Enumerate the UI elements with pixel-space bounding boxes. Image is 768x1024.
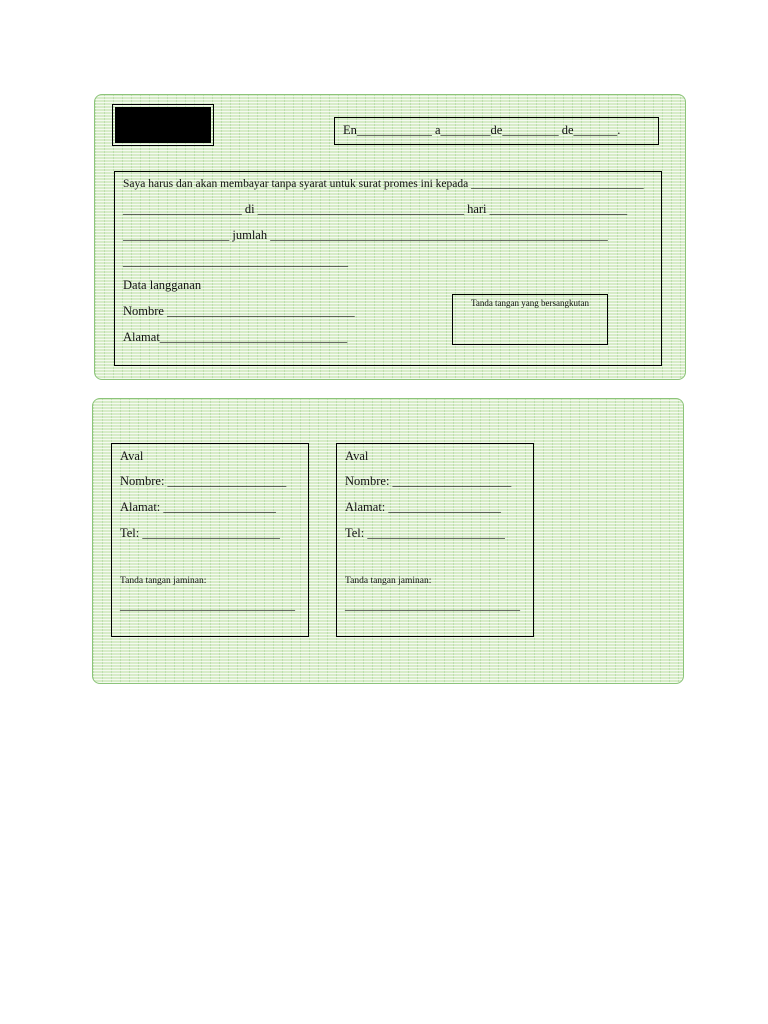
aval-box-2 bbox=[336, 443, 534, 637]
aval-alamat-field: Alamat: __________________ bbox=[345, 500, 501, 514]
aval-title: Aval bbox=[120, 449, 144, 463]
aval-signature-label: Tanda tangan jaminan: bbox=[120, 576, 207, 586]
signature-box bbox=[452, 294, 608, 345]
aval-signature-label: Tanda tangan jaminan: bbox=[345, 576, 432, 586]
aval-alamat-field: Alamat: __________________ bbox=[120, 500, 276, 514]
aval-title: Aval bbox=[345, 449, 369, 463]
date-box bbox=[334, 117, 659, 145]
aval-tel-field: Tel: ______________________ bbox=[120, 526, 280, 540]
redacted-logo-block bbox=[115, 107, 211, 143]
signature-label: Tanda tangan yang bersangkutan bbox=[470, 298, 590, 308]
customer-nombre-field: Nombre ______________________________ bbox=[123, 304, 355, 318]
aval-tel-field: Tel: ______________________ bbox=[345, 526, 505, 540]
aval-signature-line: ____________________________ bbox=[120, 598, 295, 612]
customer-data-label: Data langganan bbox=[123, 278, 202, 292]
promise-line-1: Saya harus dan akan membayar tanpa syarat untuk surat promes ini kepada ______________________________ bbox=[123, 178, 644, 190]
promise-line-3: _________________ jumlah ______________________________________________________ bbox=[123, 228, 608, 242]
aval-nombre-field: Nombre: ___________________ bbox=[120, 474, 287, 488]
promise-line-4: ____________________________________ bbox=[123, 254, 348, 268]
promissory-note-front bbox=[94, 94, 686, 380]
aval-signature-line: ____________________________ bbox=[345, 598, 520, 612]
promise-line-2: ___________________ di _________________________________ hari ______________________ bbox=[123, 202, 628, 216]
customer-alamat-field: Alamat______________________________ bbox=[123, 330, 348, 344]
promissory-note-back bbox=[92, 398, 684, 684]
aval-box-1 bbox=[111, 443, 309, 637]
date-line: En____________ a________de_________ de_______. bbox=[343, 123, 621, 137]
aval-nombre-field: Nombre: ___________________ bbox=[345, 474, 512, 488]
promise-text-box bbox=[114, 171, 662, 366]
